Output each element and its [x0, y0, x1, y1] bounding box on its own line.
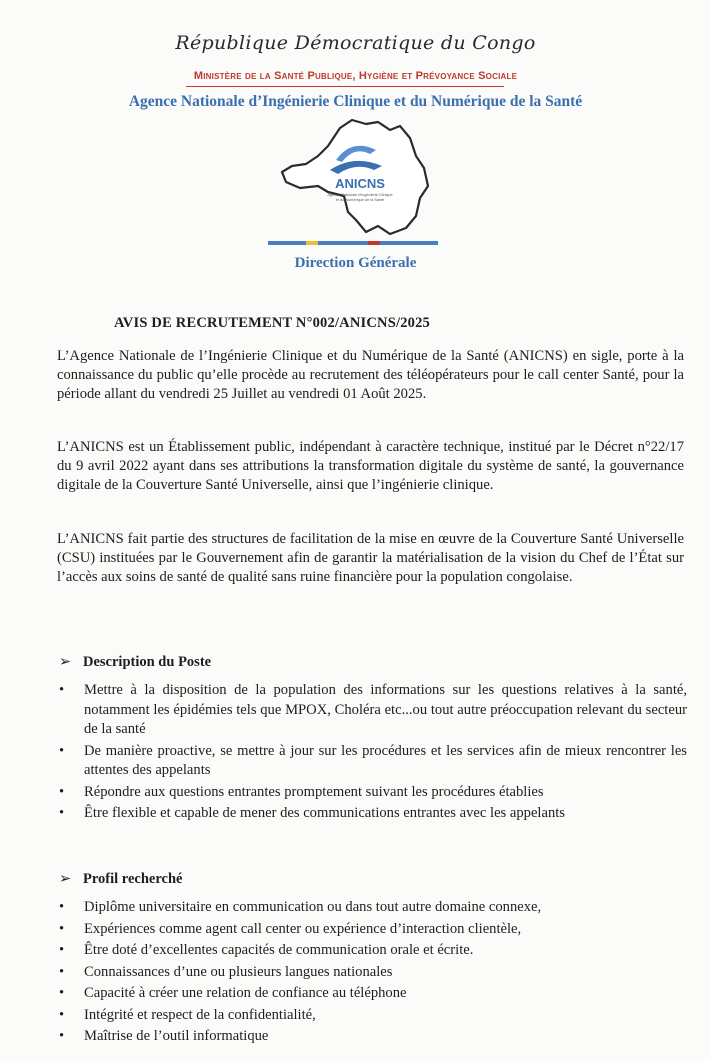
bullet-icon: • — [59, 963, 65, 980]
bullet-icon: • — [59, 805, 65, 821]
section-title-profile — [59, 871, 182, 888]
list-item — [57, 1006, 687, 1026]
list-item — [57, 984, 687, 1004]
section-title-text: Description du Poste — [83, 654, 212, 670]
logo-caption-1: Agence Nationale d'Ingénierie Clinique — [327, 193, 393, 197]
flag-segment-blue — [380, 241, 438, 245]
ministry-heading: Ministère de la Santé Publique, Hygiène et Prévoyance Sociale — [193, 70, 518, 82]
list-item — [57, 742, 687, 781]
list-item — [57, 941, 687, 961]
list-item-text: Intégrité et respect de la confidentialité, — [84, 1006, 316, 1023]
direction-heading: Direction Générale — [294, 255, 417, 271]
section-title-text: Profil recherché — [83, 871, 183, 887]
list-item-text: Mettre à la disposition de la population des informations sur les questions relatives à la santé, notamment les épidémies tels que MPOX, Choléra etc...ou tout autre préoccupation relevant du secteur de la santé — [84, 682, 687, 737]
letterhead — [0, 0, 711, 280]
anicns-logo — [278, 116, 443, 241]
section-title-description — [59, 654, 211, 671]
bullet-icon: • — [59, 985, 65, 1001]
flag-segment-yellow — [306, 241, 318, 245]
bullet-icon: • — [59, 942, 65, 958]
list-item-text: Être doté d’excellentes capacités de communication orale et écrite. — [84, 942, 474, 958]
status-paragraph: L’ANICNS est un Établissement public, indépendant à caractère technique, institué par le Décret n°22/17 du 9 avril 2022 ayant dans ses attributions la transformation digitale du système de santé, la gouvernance digitale de la Couverture Santé Universelle, ainsi que l’ingénierie clinique. — [57, 439, 684, 493]
list-item — [57, 963, 687, 983]
csu-paragraph: L’ANICNS fait partie des structures de facilitation de la mise en œuvre de la Couverture Santé Universelle (CSU) instituées par le Gouvernement afin de garantir la matérialisation de la vision du Chef de l’État sur l’accès aux soins de santé de qualité sans ruine financière pour la population congolaise. — [57, 531, 684, 585]
bullet-icon: • — [59, 920, 65, 937]
arrow-icon: ➢ — [59, 871, 72, 887]
bullet-icon: • — [59, 682, 65, 698]
logo-acronym: ANICNS — [335, 176, 385, 191]
list-item — [57, 783, 687, 803]
list-item — [57, 681, 687, 740]
flag-segment-blue — [268, 241, 306, 245]
list-item-text: Répondre aux questions entrantes promptement suivant les procédures établies — [84, 783, 544, 800]
drc-map-icon — [278, 116, 443, 241]
list-item — [57, 804, 687, 824]
list-item-text: Être flexible et capable de mener des communications entrantes avec les appelants — [84, 805, 565, 821]
ministry-underline — [186, 86, 504, 87]
list-item-text: Diplôme universitaire en communication ou dans tout autre domaine connexe, — [84, 899, 542, 915]
bullet-icon: • — [59, 899, 65, 915]
arrow-icon: ➢ — [59, 654, 72, 670]
list-item — [57, 898, 687, 918]
agency-heading: Agence Nationale d’Ingénierie Clinique et du Numérique de la Santé — [128, 93, 583, 110]
republic-heading: République Démocratique du Congo — [175, 32, 536, 54]
list-item — [57, 920, 687, 940]
list-item-text: Capacité à créer une relation de confiance au téléphone — [84, 985, 407, 1001]
logo-caption-2: et du Numérique de la Santé — [335, 198, 385, 202]
profile-list — [57, 898, 687, 1049]
bullet-icon: • — [59, 1006, 65, 1023]
list-item-text: Expériences comme agent call center ou expérience d’interaction clientèle, — [84, 920, 522, 937]
flag-color-bar — [268, 241, 438, 245]
bullet-icon: • — [59, 1028, 65, 1044]
list-item-text: De manière proactive, se mettre à jour sur les procédures et les services afin de mieux rencontrer les attentes des appelants — [84, 742, 687, 778]
description-list — [57, 681, 687, 826]
list-item-text: Connaissances d’une ou plusieurs langues nationales — [84, 963, 393, 980]
intro-paragraph: L’Agence Nationale de l’Ingénierie Clinique et du Numérique de la Santé (ANICNS) en sigle, porte à la connaissance du public qu’elle procède au recrutement des téléopérateurs pour le call center Santé, pour la période allant du vendredi 25 Juillet au vendredi 01 Août 2025. — [57, 348, 684, 402]
flag-segment-blue — [318, 241, 368, 245]
flag-segment-red — [368, 241, 380, 245]
list-item-text: Maîtrise de l’outil informatique — [84, 1028, 269, 1044]
notice-title: AVIS DE RECRUTEMENT N°002/ANICNS/2025 — [114, 315, 431, 331]
bullet-icon: • — [59, 742, 65, 759]
list-item — [57, 1027, 687, 1047]
bullet-icon: • — [59, 783, 65, 800]
